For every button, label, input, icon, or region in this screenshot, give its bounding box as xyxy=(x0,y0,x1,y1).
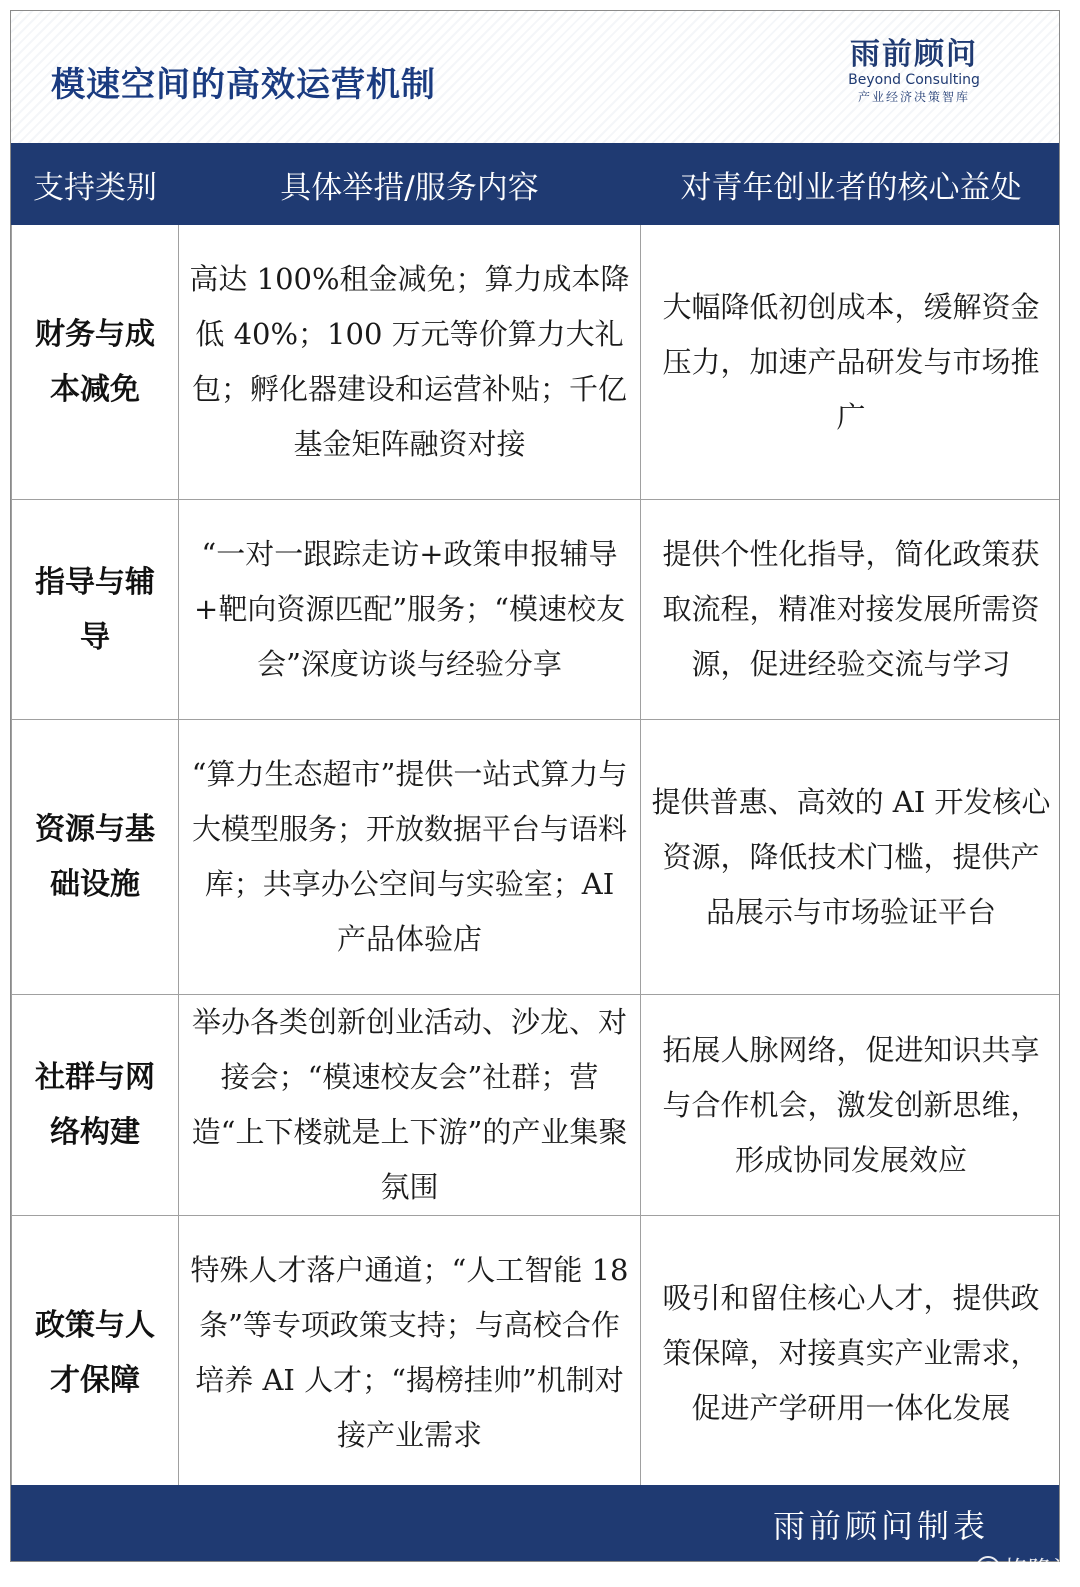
logo-tagline: 产业经济决策智库 xyxy=(857,90,970,104)
table-row xyxy=(12,500,1061,720)
row-benefits: 大幅降低初创成本，缓解资金压力，加速产品研发与市场推广 xyxy=(641,225,1061,500)
watermark xyxy=(976,1550,1076,1585)
table-row xyxy=(12,1216,1061,1491)
header-measures: 具体举措/服务内容 xyxy=(179,144,641,225)
row-benefits: 吸引和留住核心人才，提供政策保障，对接真实产业需求，促进产学研用一体化发展 xyxy=(641,1216,1061,1491)
row-measures: “一对一跟踪走访+政策申报辅导+靶向资源匹配”服务；“模速校友会”深度访谈与经验分享 xyxy=(179,500,641,720)
header-category: 支持类别 xyxy=(12,144,179,225)
row-benefits: 提供普惠、高效的 AI 开发核心资源，降低技术门槛，提供产品展示与市场验证平台 xyxy=(641,720,1061,995)
row-category: 资源与基础设施 xyxy=(12,720,179,995)
policy-table xyxy=(11,143,1060,1491)
table-row xyxy=(12,720,1061,995)
row-measures: 举办各类创新创业活动、沙龙、对接会；“模速校友会”社群；营造“上下楼就是上下游”的产业集聚氛围 xyxy=(179,995,641,1216)
row-measures: “算力生态超市”提供一站式算力与大模型服务；开放数据平台与语料库；共享办公空间与实验室；AI 产品体验店 xyxy=(179,720,641,995)
row-measures: 高达 100%租金减免；算力成本降低 40%；100 万元等价算力大礼包；孵化器建设和运营补贴；千亿基金矩阵融资对接 xyxy=(179,225,641,500)
header-benefits: 对青年创业者的核心益处 xyxy=(641,144,1061,225)
row-measures: 特殊人才落户通道；“人工智能 18 条”等专项政策支持；与高校合作培养 AI 人才；“揭榜挂帅”机制对接产业需求 xyxy=(179,1216,641,1491)
row-category: 指导与辅导 xyxy=(12,500,179,720)
document-frame xyxy=(10,10,1060,1562)
row-benefits: 拓展人脉网络，促进知识共享与合作机会，激发创新思维，形成协同发展效应 xyxy=(641,995,1061,1216)
row-category: 社群与网络构建 xyxy=(12,995,179,1216)
logo-name-cn: 雨前顾问 xyxy=(850,37,978,72)
page-title: 模速空间的高效运营机制 xyxy=(51,65,436,105)
watermark-text: 格隆汇 xyxy=(1004,1556,1076,1584)
table-header-row xyxy=(12,144,1061,225)
row-category: 财务与成本减免 xyxy=(12,225,179,500)
footer-credit: 雨前顾问制表 xyxy=(772,1507,989,1545)
footer-bar xyxy=(11,1485,1059,1561)
gelonghui-logo-icon: G xyxy=(976,1556,1000,1580)
logo-name-en: Beyond Consulting xyxy=(848,72,980,88)
header xyxy=(11,11,1059,143)
table-row xyxy=(12,225,1061,500)
row-benefits: 提供个性化指导，简化政策获取流程，精准对接发展所需资源，促进经验交流与学习 xyxy=(641,500,1061,720)
table-row xyxy=(12,995,1061,1216)
row-category: 政策与人才保障 xyxy=(12,1216,179,1491)
brand-logo xyxy=(839,39,989,105)
